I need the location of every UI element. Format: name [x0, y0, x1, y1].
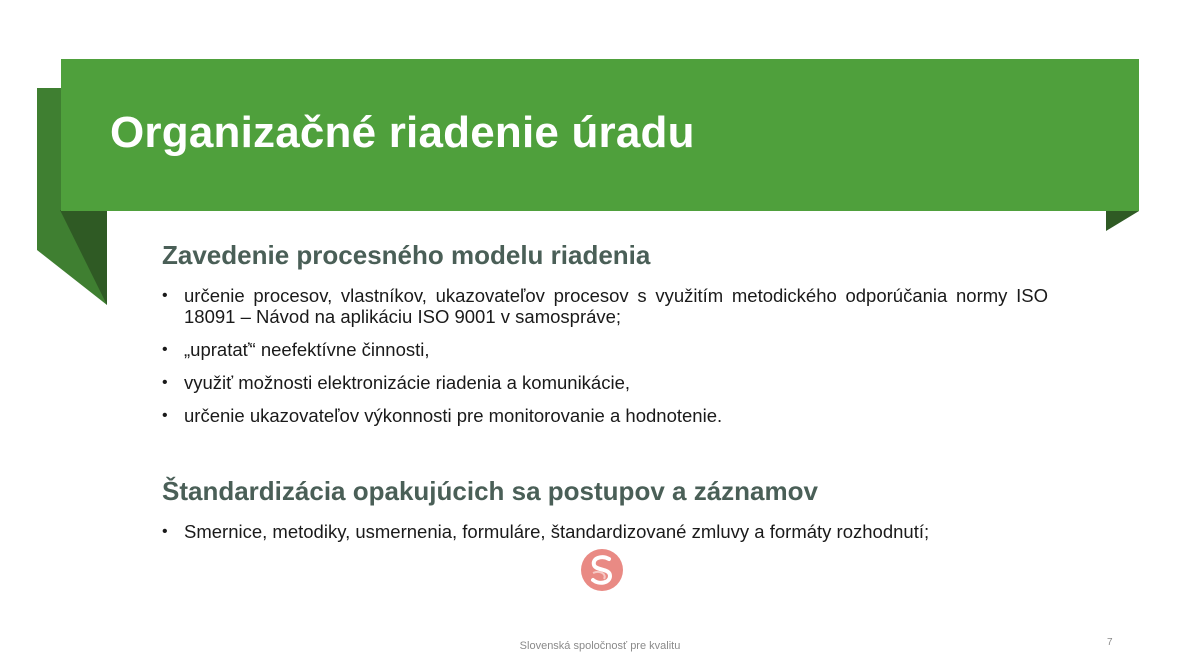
slide-title: Organizačné riadenie úradu	[110, 108, 695, 157]
list-item	[162, 521, 1048, 542]
ribbon-right-fold	[1106, 211, 1139, 231]
section-standardization	[162, 476, 1048, 554]
bullet-icon: •	[162, 374, 168, 391]
list-item	[162, 405, 1048, 426]
page-number: 7	[1107, 637, 1113, 648]
list-item	[162, 285, 1048, 327]
bullet-list	[162, 285, 1048, 426]
list-item	[162, 372, 1048, 393]
section-heading: Štandardizácia opakujúcich sa postupov a záznamov	[162, 476, 818, 506]
company-logo-icon	[580, 548, 624, 592]
bullet-text: Smernice, metodiky, usmernenia, formuláre, štandardizované zmluvy a formáty rozhodnutí;	[184, 521, 930, 542]
bullet-text: určenie procesov, vlastníkov, ukazovateľov procesov s využitím metodického odporúčania normy ISO 18091 – Návod na aplikáciu ISO 9001 v samospráve;	[184, 285, 1048, 327]
bullet-text: „upratať“ neefektívne činnosti,	[184, 339, 430, 360]
bullet-icon: •	[162, 407, 168, 424]
list-item	[162, 339, 1048, 360]
bullet-list	[162, 521, 1048, 542]
bullet-text: využiť možnosti elektronizácie riadenia a komunikácie,	[184, 372, 631, 393]
bullet-text: určenie ukazovateľov výkonnosti pre monitorovanie a hodnotenie.	[184, 405, 723, 426]
bullet-icon: •	[162, 287, 168, 304]
bullet-icon: •	[162, 523, 168, 540]
section-heading: Zavedenie procesného modelu riadenia	[162, 240, 651, 270]
bullet-icon: •	[162, 341, 168, 358]
footer-text: Slovenská spoločnosť pre kvalitu	[519, 640, 681, 652]
section-process-model	[162, 240, 1048, 438]
